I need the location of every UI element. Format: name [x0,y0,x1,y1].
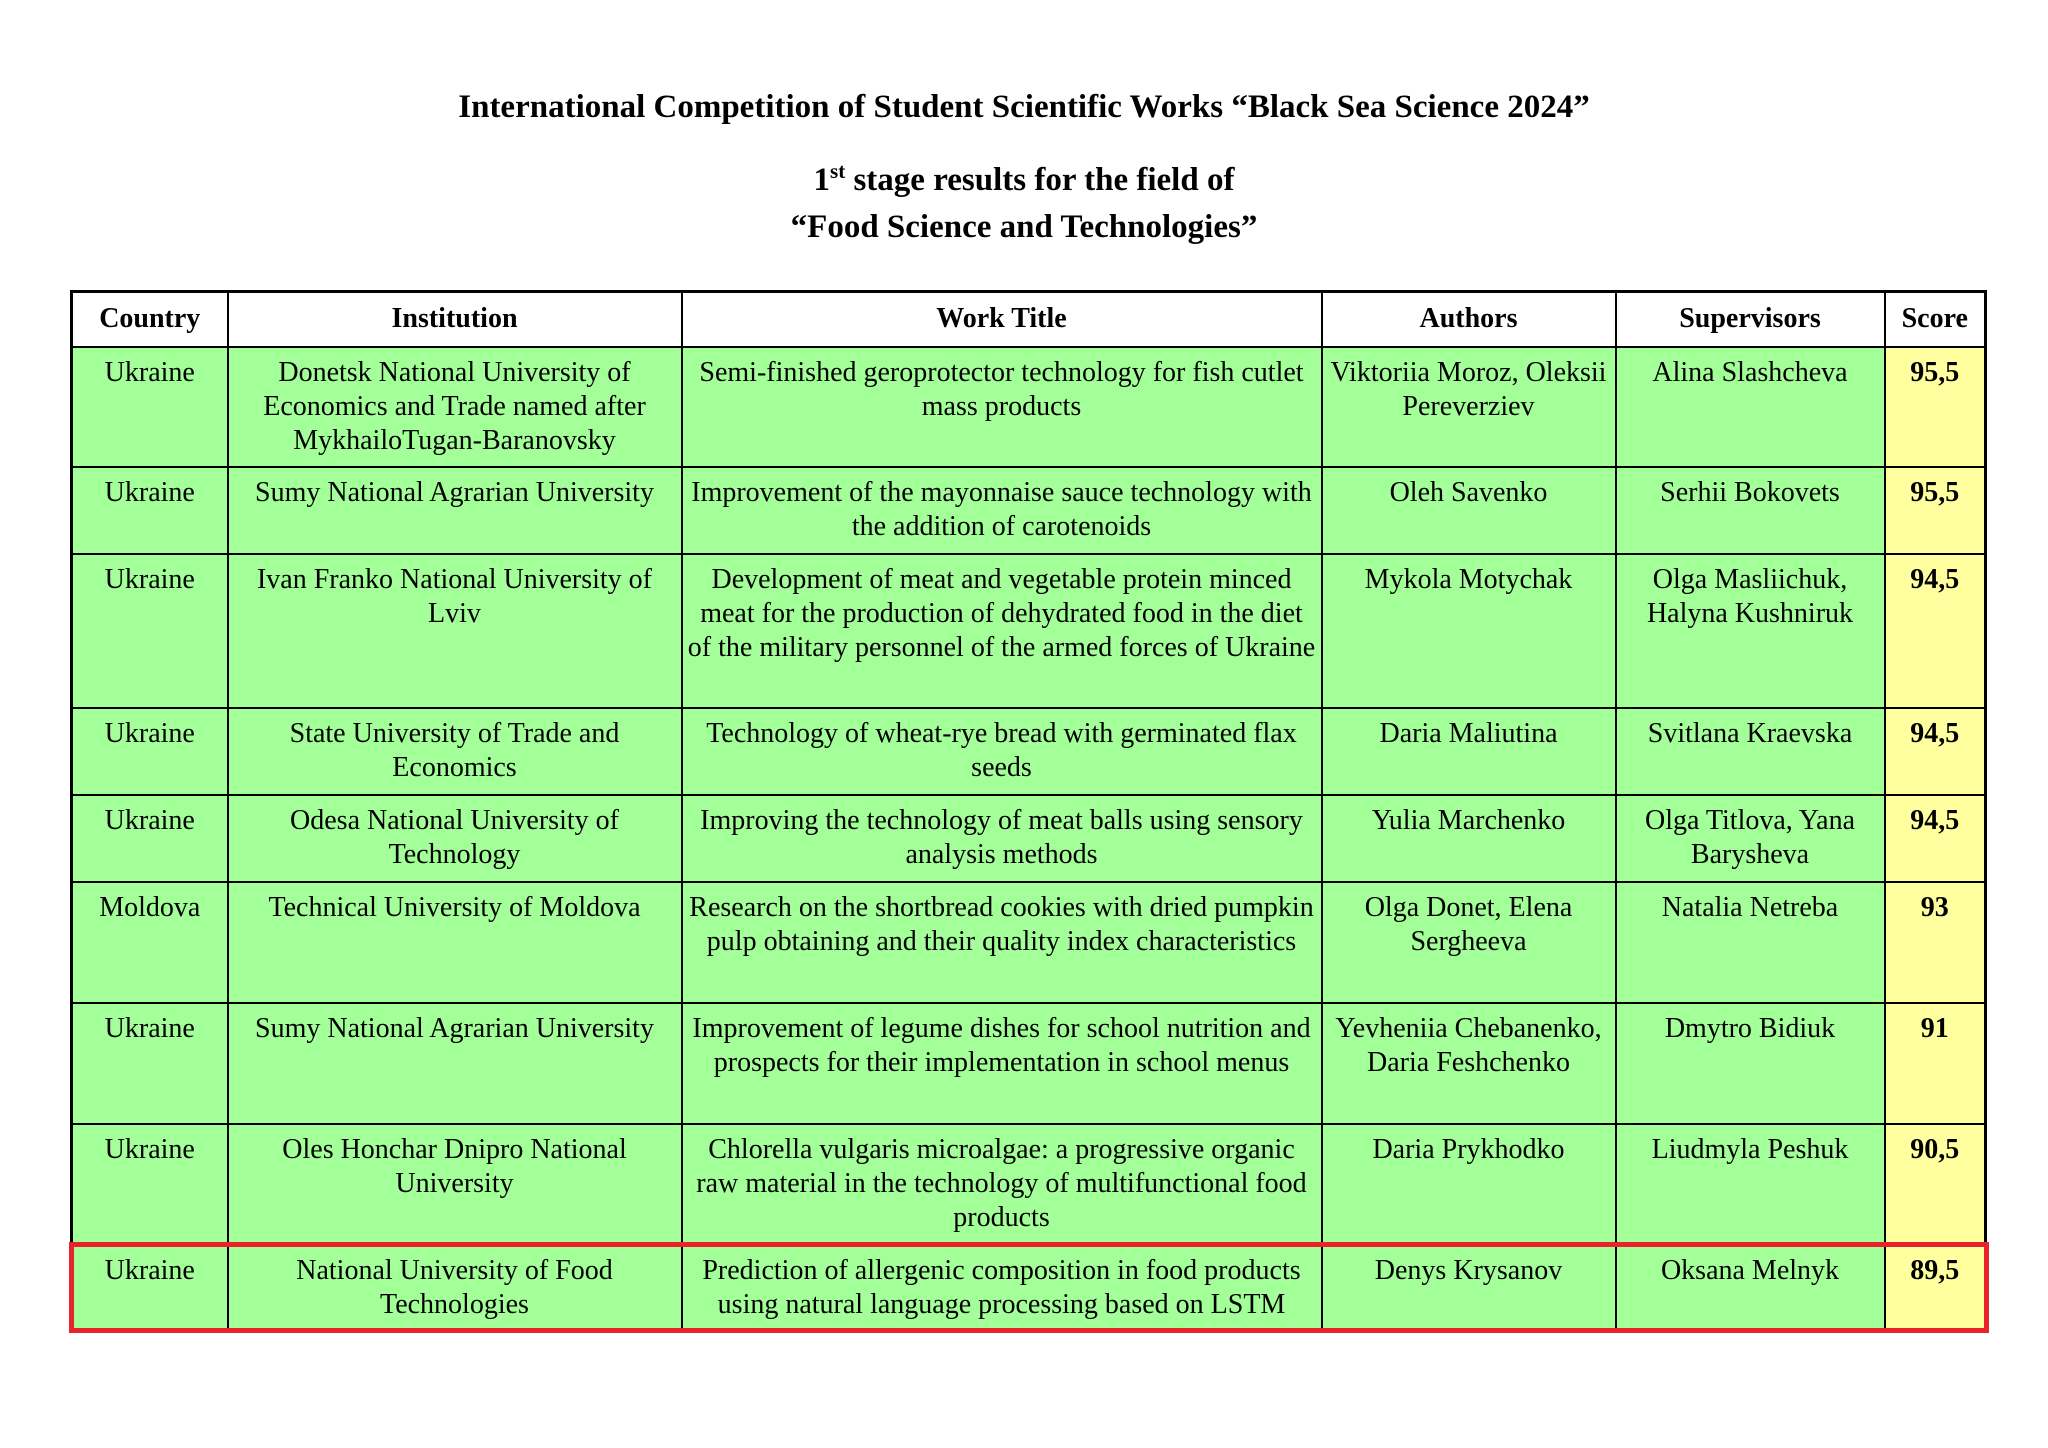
cell-supervisors: Dmytro Bidiuk [1616,1003,1885,1124]
cell-authors: Olga Donet, Elena Sergheeva [1322,882,1616,1003]
cell-work-title: Semi-finished geroprotector technology for fish cutlet mass products [682,347,1322,467]
cell-work-title: Development of meat and vegetable protein minced meat for the production of dehydrated food in the diet of the military personnel of the armed forces of Ukraine [682,554,1322,708]
document-title: International Competition of Student Scientific Works “Black Sea Science 2024” [458,89,1590,125]
table-row [72,347,1986,467]
column-header-authors: Authors [1322,292,1616,348]
document-subtitle-line1 [0,160,2048,200]
cell-work-title: Improvement of the mayonnaise sauce technology with the addition of carotenoids [682,467,1322,554]
cell-country: Ukraine [72,1245,228,1330]
document-subtitle-line2: “Food Science and Technologies” [790,209,1258,245]
cell-supervisors: Serhii Bokovets [1616,467,1885,554]
column-header-institution: Institution [228,292,682,348]
cell-authors: Daria Maliutina [1322,708,1616,795]
cell-country: Ukraine [72,795,228,882]
column-header-supervisors: Supervisors [1616,292,1885,348]
cell-institution: State University of Trade and Economics [228,708,682,795]
cell-work-title: Prediction of allergenic composition in food products using natural language processing based on LSTM [682,1245,1322,1330]
cell-institution: Odesa National University of Technology [228,795,682,882]
cell-authors: Mykola Motychak [1322,554,1616,708]
cell-score: 95,5 [1885,347,1986,467]
table-row [72,882,1986,1003]
cell-authors: Yevheniia Chebanenko, Daria Feshchenko [1322,1003,1616,1124]
table-row [72,708,1986,795]
cell-work-title: Technology of wheat-rye bread with germinated flax seeds [682,708,1322,795]
table-row-highlighted [72,1245,1986,1330]
cell-country: Ukraine [72,467,228,554]
cell-authors: Denys Krysanov [1322,1245,1616,1330]
cell-country: Moldova [72,882,228,1003]
table-row [72,1003,1986,1124]
cell-supervisors: Liudmyla Peshuk [1616,1124,1885,1245]
cell-supervisors: Alina Slashcheva [1616,347,1885,467]
table-row [72,467,1986,554]
cell-score: 95,5 [1885,467,1986,554]
cell-work-title: Improvement of legume dishes for school nutrition and prospects for their implementation in school menus [682,1003,1322,1124]
cell-supervisors: Olga Titlova, Yana Barysheva [1616,795,1885,882]
cell-authors: Daria Prykhodko [1322,1124,1616,1245]
subtitle-ordinal: 1 [813,162,831,198]
cell-score: 91 [1885,1003,1986,1124]
cell-country: Ukraine [72,1003,228,1124]
table-row [72,554,1986,708]
cell-authors: Yulia Marchenko [1322,795,1616,882]
cell-country: Ukraine [72,347,228,467]
cell-institution: Donetsk National University of Economics and Trade named after MykhailoTugan-Baranovsky [228,347,682,467]
cell-supervisors: Olga Masliichuk, Halyna Kushniruk [1616,554,1885,708]
cell-authors: Viktoriia Moroz, Oleksii Pereverziev [1322,347,1616,467]
cell-institution: Oles Honchar Dnipro National University [228,1124,682,1245]
results-table [70,290,1987,1331]
table-row [72,1124,1986,1245]
cell-work-title: Research on the shortbread cookies with dried pumpkin pulp obtaining and their quality index characteristics [682,882,1322,1003]
cell-institution: Technical University of Moldova [228,882,682,1003]
cell-institution: Ivan Franko National University of Lviv [228,554,682,708]
cell-score: 90,5 [1885,1124,1986,1245]
cell-supervisors: Svitlana Kraevska [1616,708,1885,795]
cell-score: 94,5 [1885,554,1986,708]
cell-score: 94,5 [1885,708,1986,795]
table-row [72,795,1986,882]
column-header-score: Score [1885,292,1986,348]
cell-authors: Oleh Savenko [1322,467,1616,554]
cell-work-title: Improving the technology of meat balls using sensory analysis methods [682,795,1322,882]
column-header-work-title: Work Title [682,292,1322,348]
cell-country: Ukraine [72,1124,228,1245]
cell-institution: National University of Food Technologies [228,1245,682,1330]
column-header-country: Country [72,292,228,348]
cell-score: 93 [1885,882,1986,1003]
cell-country: Ukraine [72,554,228,708]
cell-supervisors: Natalia Netreba [1616,882,1885,1003]
cell-score: 94,5 [1885,795,1986,882]
cell-institution: Sumy National Agrarian University [228,1003,682,1124]
table-header-row [72,292,1986,348]
cell-institution: Sumy National Agrarian University [228,467,682,554]
subtitle-line1-text: stage results for the field of [845,162,1235,198]
cell-work-title: Chlorella vulgaris microalgae: a progressive organic raw material in the technology of multifunctional food products [682,1124,1322,1245]
cell-score: 89,5 [1885,1245,1986,1330]
subtitle-ordinal-suffix: st [830,159,846,183]
cell-country: Ukraine [72,708,228,795]
cell-supervisors: Oksana Melnyk [1616,1245,1885,1330]
